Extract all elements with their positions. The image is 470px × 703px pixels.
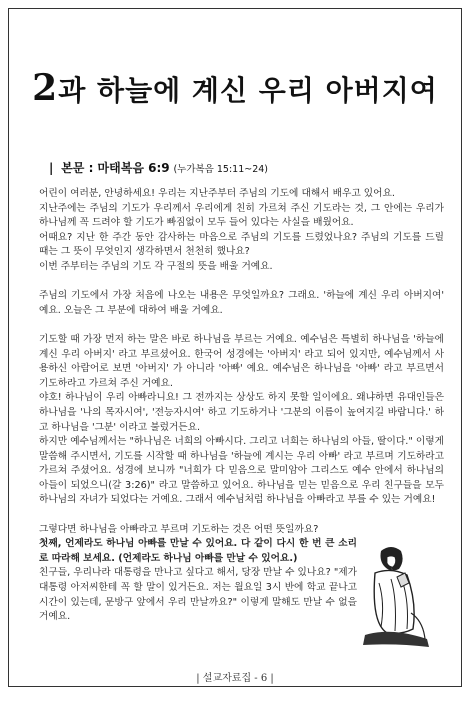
paragraph-question: 그렇다면 하나님을 아빠라고 부르며 기도하는 것은 어떤 뜻일까요? [39,523,319,535]
scripture-label: 본문 : 마태복음 6:9 [61,161,170,175]
paragraph: 지난주에는 주님의 기도가 우리께서 우리에게 친히 가르쳐 주신 기도라는 것, 그 안에는 우리가 하나님께 꼭 드려야 할 기도가 빠짐없이 모두 들어 있다는 사실을 배웠어요. [39,202,444,229]
paragraph: 어때요? 지난 한 주간 동안 감사하는 마음으로 주님의 기도를 드렸었나요? 주님의 기도를 드릴 때는 그 뜻이 무엇인지 생각하면서 천천히 했나요? [39,231,444,258]
page [8,8,462,687]
title-number: 2 [32,67,59,109]
paragraph: 이번 주부터는 주님의 기도 각 구절의 뜻을 배울 거예요. [39,260,273,272]
paragraph-bold: 첫째, 언제라도 하나님 아빠를 만날 수 있어요. 다 같이 다시 한 번 큰 소리로 따라해 보세요. (언제라도 하나님 아빠를 만날 수 있어요.) [39,538,357,564]
paragraph: 하지만 예수님께서는 "하나님은 너희의 아빠시다. 그리고 너희는 하나님의 아들, 딸이다." 이렇게 말씀해 주시면서, 기도를 시작할 때 하나님을 '하늘에 계시는 우리 아빠' 라고 부르며 기도하라고 가르쳐 주셨어요. 성경에 보니까 "너희가 다 믿음으로 말미암아 그리스도 예수 안에서 하나님의 아들이 되었으니(갈 3:26)" 라고 말씀하고 있어요. 하나님을 믿는 믿음으로 우리 친구들을 모두 하나님의 자녀가 되었다는 거예요. 그래서 예수님처럼 하나님을 아빠라고 부를 수 있는 거예요! [39,436,444,506]
scripture-sub: (누가복음 15:11~24) [173,164,269,175]
praying-figure-illustration [361,543,433,653]
title-text: 과 하늘에 계신 우리 아버지여 [58,74,438,107]
page-footer: | 설교자료집 - 6 | [196,673,274,684]
scripture-reference [49,159,268,176]
paragraph: 기도할 때 가장 먼저 하는 말은 바로 하나님을 부르는 거예요. 예수님은 특별히 하나님을 '하늘에 계신 우리 아버지' 라고 부르셨어요. 한국어 성경에는 '아버지' 라고 되어 있지만, 예수님께서 사용하신 아람어로 보면 '아버지' 가 아니라 '아빠' 예요. 예수님은 하나님을 '아빠' 라고 부르면서 기도하라고 가르쳐 주신 거예요. [39,333,444,389]
paragraph: 친구들, 우리나라 대통령을 만나고 싶다고 해서, 당장 만날 수 있나요? "제가 대통령 아저씨한테 꼭 할 말이 있거든요. 저는 월요일 3시 반에 학교 끝나고 시간이 있는데, 문방구 앞에서 우리 만날까요?" 이렇게 말해도 만날 수 없을 거예요. [39,567,357,623]
paragraph: 주님의 기도에서 가장 처음에 나오는 내용은 무엇일까요? 그래요. '하늘에 계신 우리 아버지여' 예요. 오늘은 그 부분에 대하여 배울 거예요. [39,290,444,316]
scripture-bar: | [49,161,54,175]
page-title [9,67,461,109]
paragraph: 어린이 여러분, 안녕하세요! 우리는 지난주부터 주님의 기도에 대해서 배우고 있어요. [39,188,395,199]
paragraph: 야호! 하나님이 우리 아빠라니요! 그 전까지는 상상도 하지 못할 일이에요. 왜냐하면 유대인들은 하나님을 '나의 목자시여', '전능자시여' 하고 기도하거나 '그분의 이름이 높여지길 바랍니다.' 하고 하나님을 '그분' 이라고 불렀거든요. [39,392,444,433]
